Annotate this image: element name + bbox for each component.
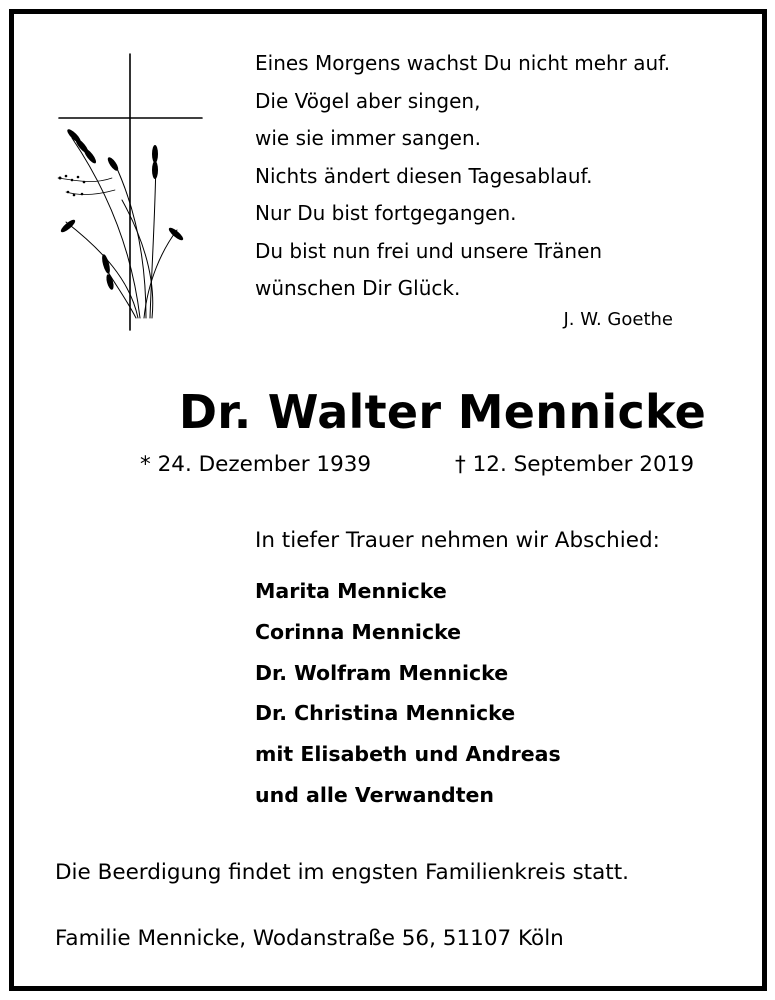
mourner-name: Corinna Mennicke [255, 619, 462, 644]
poem-author: J. W. Goethe [563, 309, 673, 330]
poem-line: Die Vögel aber singen, [255, 88, 481, 113]
poem-line: wünschen Dir Glück. [255, 276, 461, 300]
poem-line: Eines Morgens wachst Du nicht mehr auf. [255, 51, 671, 75]
poem-line: Du bist nun frei und unsere Tränen [255, 238, 603, 263]
family-address: Familie Mennicke, Wodanstraße 56, 51107 Köln [55, 926, 564, 951]
poem-line: Nur Du bist fortgegangen. [255, 201, 517, 225]
deceased-name: Dr. Walter Mennicke [178, 385, 707, 439]
poem-line: wie sie immer sangen. [255, 126, 482, 150]
cross-with-wheat-icon [52, 50, 204, 332]
mourner-name: Marita Mennicke [255, 579, 447, 603]
death-date: † 12. September 2019 [455, 452, 694, 477]
mourner-name: Dr. Christina Mennicke [255, 701, 516, 726]
mourner-name: Dr. Wolfram Mennicke [255, 660, 509, 685]
mourning-intro: In tiefer Trauer nehmen wir Abschied: [255, 528, 660, 553]
birth-date: * 24. Dezember 1939 [140, 452, 372, 477]
mourners-list [255, 571, 561, 816]
poem [255, 45, 725, 308]
mourner-name: und alle Verwandten [255, 782, 495, 807]
funeral-note: Die Beerdigung findet im engsten Familienkreis statt. [55, 860, 629, 885]
poem-line: Nichts ändert diesen Tagesablauf. [255, 163, 593, 188]
mourner-name: mit Elisabeth und Andreas [255, 742, 561, 767]
